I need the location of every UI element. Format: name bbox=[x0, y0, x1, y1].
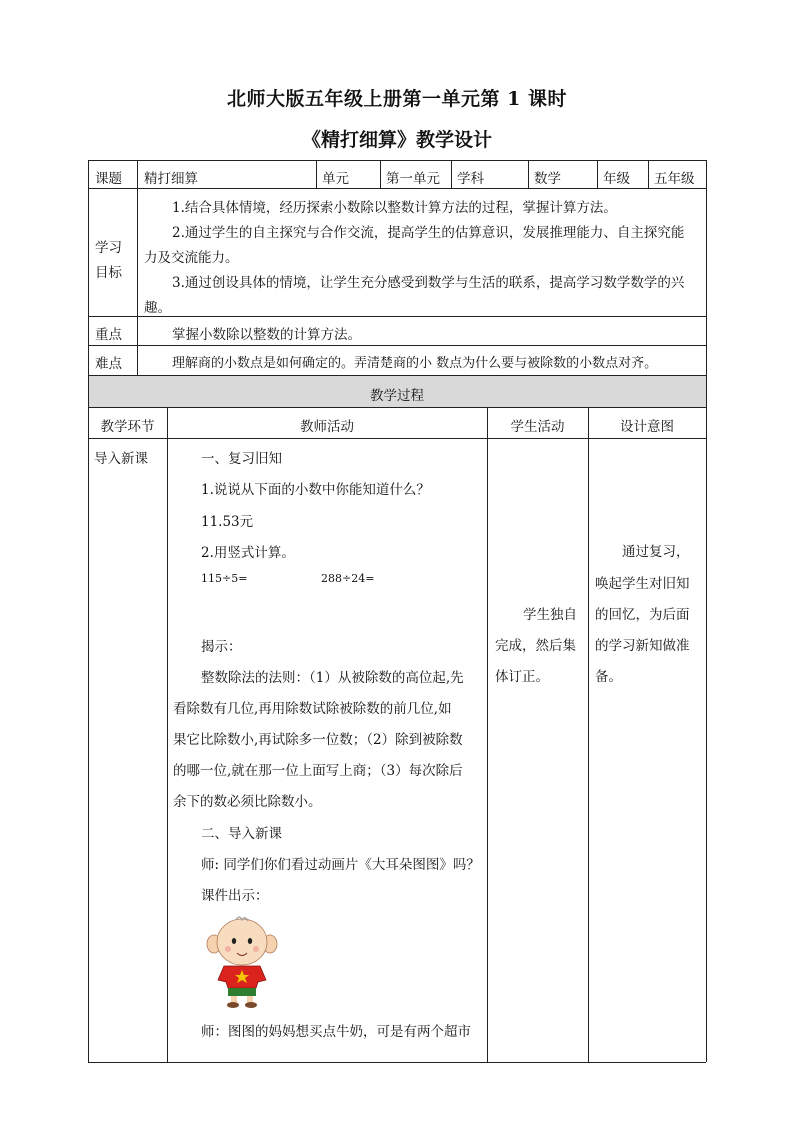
teacher-line: 揭示： bbox=[201, 639, 242, 655]
teacher-line: 整数除法的法则：（1）从被除数的高位起,先 bbox=[201, 670, 464, 686]
table-line bbox=[380, 160, 381, 188]
objective-line: 力及交流能力。 bbox=[144, 250, 239, 266]
teacher-line: 115÷5= bbox=[201, 572, 248, 585]
label-unit: 单元 bbox=[322, 171, 349, 187]
label-topic: 课题 bbox=[95, 171, 122, 187]
table-line bbox=[88, 188, 706, 189]
intent-line: 的回忆，为后面 bbox=[595, 607, 690, 623]
teacher-line: 1.说说从下面的小数中你能知道什么？ bbox=[201, 482, 430, 498]
student-line: 完成，然后集 bbox=[495, 638, 576, 654]
table-border-left bbox=[88, 160, 89, 1062]
teacher-line: 的哪一位,就在那一位上面写上商；（3）每次除后 bbox=[173, 763, 463, 779]
student-line: 学生独自 bbox=[523, 607, 577, 623]
teacher-line: 师: 同学们你们看过动画片《大耳朵图图》吗？ bbox=[201, 857, 480, 873]
objective-line: 3.通过创设具体的情境，让学生充分感受到数学与生活的联系，提高学习数学数学的兴 bbox=[172, 275, 685, 291]
table-line bbox=[648, 160, 649, 188]
difficulty-label: 难点 bbox=[95, 356, 122, 372]
table-border-top bbox=[88, 160, 706, 161]
objectives-label-line2: 目标 bbox=[95, 265, 122, 281]
subject-value: 数学 bbox=[534, 171, 561, 187]
label-subject: 学科 bbox=[457, 171, 484, 187]
difficulty-text: 理解商的小数点是如何确定的。弄清楚商的小 数点为什么要与被除数的小数点对齐。 bbox=[172, 356, 658, 371]
objective-line: 趣。 bbox=[144, 300, 171, 316]
header-stage: 教学环节 bbox=[100, 419, 155, 435]
table-line bbox=[487, 407, 488, 1062]
teacher-line: 二、导入新课 bbox=[201, 826, 282, 842]
teacher-line: 11.53元 bbox=[201, 514, 254, 530]
stage-name: 导入新课 bbox=[94, 451, 148, 467]
table-line bbox=[528, 160, 529, 188]
teacher-line: 余下的数必须比除数小。 bbox=[173, 794, 322, 810]
teacher-line: 看除数有几位,再用除数试除被除数的前几位,如 bbox=[173, 701, 452, 717]
header-intent: 设计意图 bbox=[620, 419, 674, 435]
table-line bbox=[316, 160, 317, 188]
objective-line: 1.结合具体情境，经历探索小数除以整数计算方法的过程，掌握计算方法。 bbox=[172, 200, 617, 216]
table-line bbox=[88, 407, 706, 408]
table-line bbox=[137, 160, 138, 375]
cartoon-boy-illustration bbox=[206, 914, 278, 1008]
document-title: 北师大版五年级上册第一单元第 1 课时 bbox=[227, 88, 567, 110]
table-border-right bbox=[706, 160, 707, 1062]
objective-line: 2.通过学生的自主探究与合作交流，提高学生的估算意识，发展推理能力、自主探究能 bbox=[172, 225, 685, 241]
table-line bbox=[451, 160, 452, 188]
table-line bbox=[167, 407, 168, 1062]
intent-line: 唤起学生对旧知 bbox=[595, 576, 690, 592]
table-border-bottom bbox=[88, 1062, 706, 1063]
teacher-line: 2.用竖式计算。 bbox=[201, 545, 295, 561]
key-point-text: 掌握小数除以整数的计算方法。 bbox=[172, 327, 361, 343]
intent-line: 备。 bbox=[595, 669, 622, 685]
table-line bbox=[588, 407, 589, 1062]
teacher-line: 一、复习旧知 bbox=[201, 451, 282, 467]
table-line bbox=[88, 345, 706, 346]
teacher-line: 师：图图的妈妈想买点牛奶，可是有两个超市 bbox=[201, 1024, 471, 1040]
process-title: 教学过程 bbox=[370, 388, 424, 404]
table-line bbox=[88, 438, 706, 439]
topic-value: 精打细算 bbox=[144, 171, 198, 187]
document-subtitle: 《精打细算》教学设计 bbox=[301, 129, 492, 151]
unit-value: 第一单元 bbox=[386, 171, 440, 187]
student-line: 体订正。 bbox=[495, 669, 549, 685]
intent-line: 的学习新知做准 bbox=[595, 638, 690, 654]
grade-value: 五年级 bbox=[654, 171, 695, 187]
key-point-label: 重点 bbox=[95, 327, 122, 343]
table-line bbox=[88, 316, 706, 317]
header-teacher: 教师活动 bbox=[300, 419, 354, 435]
table-line bbox=[597, 160, 598, 188]
objectives-label-line1: 学习 bbox=[95, 240, 122, 256]
teacher-line: 288÷24= bbox=[321, 572, 375, 585]
teacher-line: 课件出示： bbox=[201, 888, 269, 904]
header-student: 学生活动 bbox=[510, 419, 565, 435]
teacher-line: 果它比除数小,再试除多一位数；（2）除到被除数 bbox=[173, 732, 463, 748]
intent-line: 通过复习， bbox=[622, 544, 690, 560]
label-grade: 年级 bbox=[603, 171, 630, 187]
